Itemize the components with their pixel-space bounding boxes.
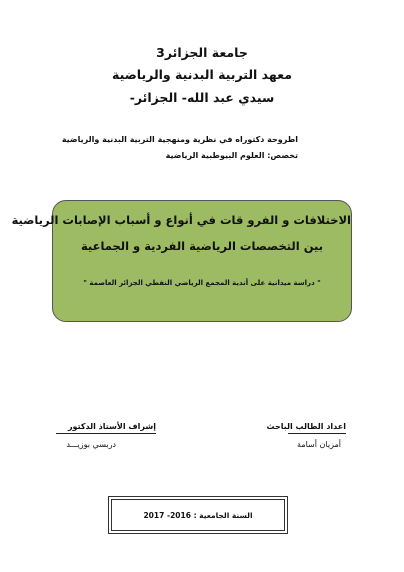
university-name: جامعة الجزائر3: [156, 45, 248, 60]
supervisor-name: دربسي بوزيـــد: [66, 440, 116, 449]
student-name: أمزيان أسامة: [297, 440, 341, 449]
academic-year-box: [108, 496, 288, 534]
supervisor-label: إشراف الأستاذ الدكتور: [67, 422, 156, 431]
thesis-type: اطروحة دكتوراه في نظرية ومنهجية التربية البدنية والرياضية: [61, 135, 298, 144]
thesis-title-line-2: بين التخصصات الرياضية الفردية و الجماعية: [80, 239, 324, 253]
student-label: اعداد الطالب الباحث: [266, 422, 346, 431]
thesis-subtitle: " دراسة ميدانية على أندية المجمع الرياضي النفطي الجزائر العاصمة ": [83, 279, 321, 287]
academic-year: السنة الجامعية : 2016- 2017: [143, 511, 253, 520]
student-label-underline: [288, 433, 346, 434]
thesis-title-line-1: الاختلافات و الفرو قات في أنواع و أسباب الإصابات الرياضية: [11, 213, 351, 227]
institute-location: سيدي عبد الله- الجزائر-: [129, 90, 275, 105]
title-box: [11, 200, 352, 322]
institute-name: معهد التربية البدنية والرياضية: [112, 67, 292, 82]
supervisor-label-underline: [56, 433, 156, 434]
thesis-specialty: تخصص: العلوم البيوطبية الرياضية: [165, 151, 298, 160]
